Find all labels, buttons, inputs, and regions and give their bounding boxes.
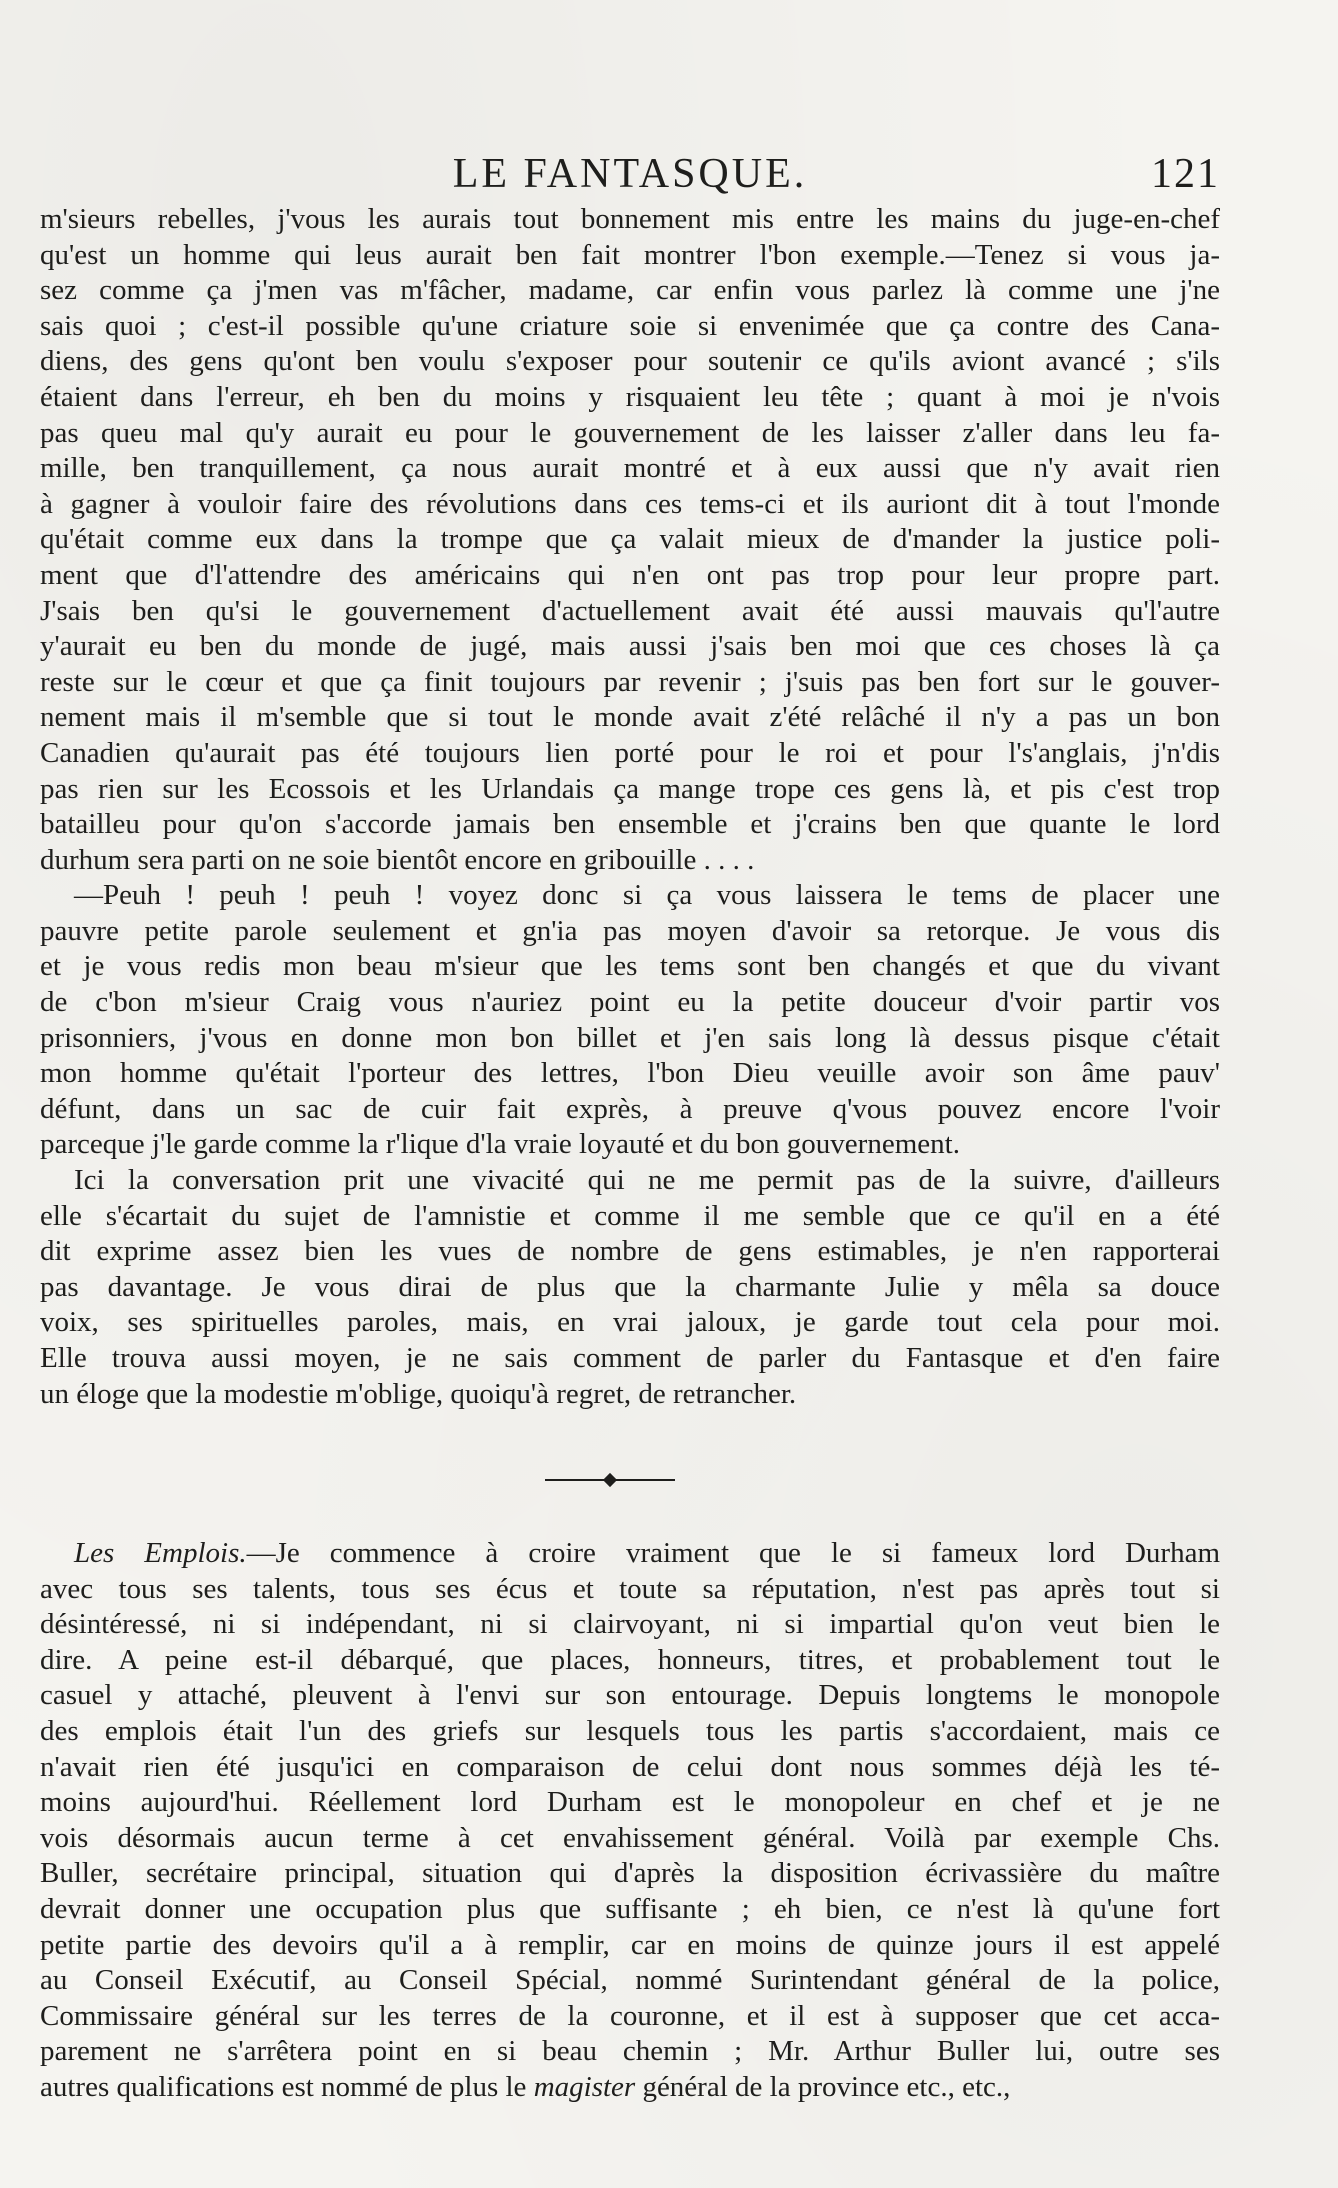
last-line-italic-word: magister [533,2070,636,2103]
running-title: LE FANTASQUE. [452,151,808,197]
text-line: m'sieurs rebelles, j'vous les aurais tout bonnement mis entre les mains du juge-en-chef [40,203,1220,235]
emplois-last-line [40,2070,1220,2106]
text-line: y'aurait eu ben du monde de jugé, mais aussi j'sais ben moi que ces choses là ça [40,630,1220,663]
text-line: Commissaire général sur les terres de la couronne, et il est à supposer que cet acca- [40,1999,1220,2032]
emplois-heading: Les Emplois. [74,1537,247,1569]
text-line: J'sais ben qu'si le gouvernement d'actuellement avait été aussi mauvais qu'l'autre [40,594,1220,627]
text-line: pas davantage. Je vous dirai de plus que la charmante Julie y mêla sa douce [40,1270,1220,1303]
text-line: reste sur le cœur et que ça finit toujours par revenir ; j'suis pas ben fort sur le gouver- [40,665,1220,698]
last-line-text-b: général de la province etc., etc., [635,2070,1011,2103]
text-line: défunt, dans un sac de cuir fait exprès, à preuve q'vous pouvez encore l'voir [40,1092,1220,1125]
text-line: parement ne s'arrêtera point en si beau chemin ; Mr. Arthur Buller lui, outre ses [40,2035,1220,2068]
text-line: qu'était comme eux dans la trompe que ça valait mieux de d'mander la justice poli- [40,523,1220,556]
text-line: devrait donner une occupation plus que suffisante ; eh bien, ce n'est là qu'une fort [40,1892,1220,1925]
text-line: dit exprime assez bien les vues de nombre de gens estimables, je n'en rapporterai [40,1235,1220,1268]
text-line: mon homme qu'était l'porteur des lettres, l'bon Dieu veuille avoir son âme pauv' [40,1057,1220,1090]
text-line: sais quoi ; c'est-il possible qu'une criature soie si envenimée que ça contre des Cana- [40,309,1220,342]
text-line: un éloge que la modestie m'oblige, quoiqu'à regret, de retrancher. [40,1377,797,1410]
text-line: Canadien qu'aurait pas été toujours lien porté pour le roi et pour l's'anglais, j'n'dis [40,736,1220,769]
text-line: et je vous redis mon beau m'sieur que les tems sont ben changés et que du vivant [40,950,1220,983]
text-line: n'avait rien été jusqu'ici en comparaison de celui dont nous sommes déjà les té- [40,1750,1220,1783]
text-line: batailleu pour qu'on s'accorde jamais ben ensemble et j'crains ben que quante le lord [40,808,1220,841]
text-line: Buller, secrétaire principal, situation qui d'après la disposition écrivassière du maître [40,1857,1220,1890]
text-line: qu'est un homme qui leus aurait ben fait montrer l'bon exemple.—Tenez si vous ja- [40,238,1220,271]
text-line: à gagner à vouloir faire des révolutions dans ces tems-ci et ils auriont dit à tout l'monde [40,487,1220,520]
text-line: durhum sera parti on ne soie bientôt encore en gribouille . . . . [40,843,755,876]
text-line: moins aujourd'hui. Réellement lord Durham est le monopoleur en chef et je ne [40,1786,1220,1819]
text-line: ment que d'l'attendre des américains qui n'en ont pas trop pour leur propre part. [40,558,1220,591]
emplois-first-line [40,1536,1220,1572]
text-line: pauvre petite parole seulement et gn'ia pas moyen d'avoir sa retorque. Je vous dis [40,914,1220,947]
text-line: vois désormais aucun terme à cet envahissement général. Voilà par exemple Chs. [40,1821,1220,1854]
text-line: nement mais il m'semble que si tout le monde avait z'été relâché il n'y a pas un bon [40,701,1220,734]
text-line: voix, ses spirituelles paroles, mais, en vrai jaloux, je garde tout cela pour moi. [40,1306,1220,1339]
text-line: désintéressé, ni si indépendant, ni si clairvoyant, ni si impartial qu'on veut bien le [40,1608,1220,1641]
text-line: diens, des gens qu'ont ben voulu s'exposer pour soutenir ce qu'ils aviont avancé ; s'ils [40,345,1220,378]
last-line-text-a: autres qualifications est nommé de plus le [40,2070,534,2103]
emplois-section [40,1536,1220,2106]
text-line: prisonniers, j'vous en donne mon bon billet et j'en sais long là dessus pisque c'était [40,1021,1220,1054]
text-line: avec tous ses talents, tous ses écus et toute sa réputation, n'est pas après tout si [40,1572,1220,1605]
text-line: Elle trouva aussi moyen, je ne sais comment de parler du Fantasque et d'en faire [40,1342,1220,1374]
emplois-body [40,1572,1220,2070]
text-line: pas rien sur les Ecossois et les Urlandais ça mange trope ces gens là, et pis c'est trop [40,772,1220,805]
page-number: 121 [1151,151,1220,197]
dialogue-section [40,202,1220,1412]
page-header [40,150,1220,198]
divider-ornament [603,1473,617,1487]
text-line: des emplois était l'un des griefs sur lesquels tous les partis s'accordaient, mais ce [40,1714,1220,1747]
text-line: parceque j'le garde comme la r'lique d'la vraie loyauté et du bon gouvernement. [40,1128,960,1161]
text-line: petite partie des devoirs qu'il a à remplir, car en moins de quinze jours il est appelé [40,1928,1220,1961]
text-line: —Peuh ! peuh ! peuh ! voyez donc si ça vous laissera le tems de placer une [74,879,1220,912]
text-line: dire. A peine est-il débarqué, que places, honneurs, titres, et probablement tout le [40,1643,1220,1676]
text-line: Ici la conversation prit une vivacité qui ne me permit pas de la suivre, d'ailleurs [74,1164,1220,1197]
text-line: de c'bon m'sieur Craig vous n'auriez point eu la petite douceur d'voir partir vos [40,986,1220,1019]
text-line: elle s'écartait du sujet de l'amnistie et comme il me semble que ce qu'il en a été [40,1199,1220,1232]
text-line: au Conseil Exécutif, au Conseil Spécial, nommé Surintendant général de la police, [40,1964,1220,1997]
text-line: sez comme ça j'men vas m'fâcher, madame, car enfin vous parlez là comme une j'ne [40,274,1220,307]
emplois-first-line-text: —Je commence à croire vraiment que le si fameux lord Durham [246,1537,1220,1569]
text-line: pas queu mal qu'y aurait eu pour le gouvernement de les laisser z'aller dans leu fa- [40,416,1220,449]
text-line: mille, ben tranquillement, ça nous aurait montré et à eux aussi que n'y avait rien [40,452,1220,485]
text-line: casuel y attaché, pleuvent à l'envi sur son entourage. Depuis longtems le monopole [40,1679,1220,1712]
section-divider [545,1473,675,1487]
text-line: étaient dans l'erreur, eh ben du moins y risquaient leu tête ; quant à moi je n'vois [40,380,1220,413]
